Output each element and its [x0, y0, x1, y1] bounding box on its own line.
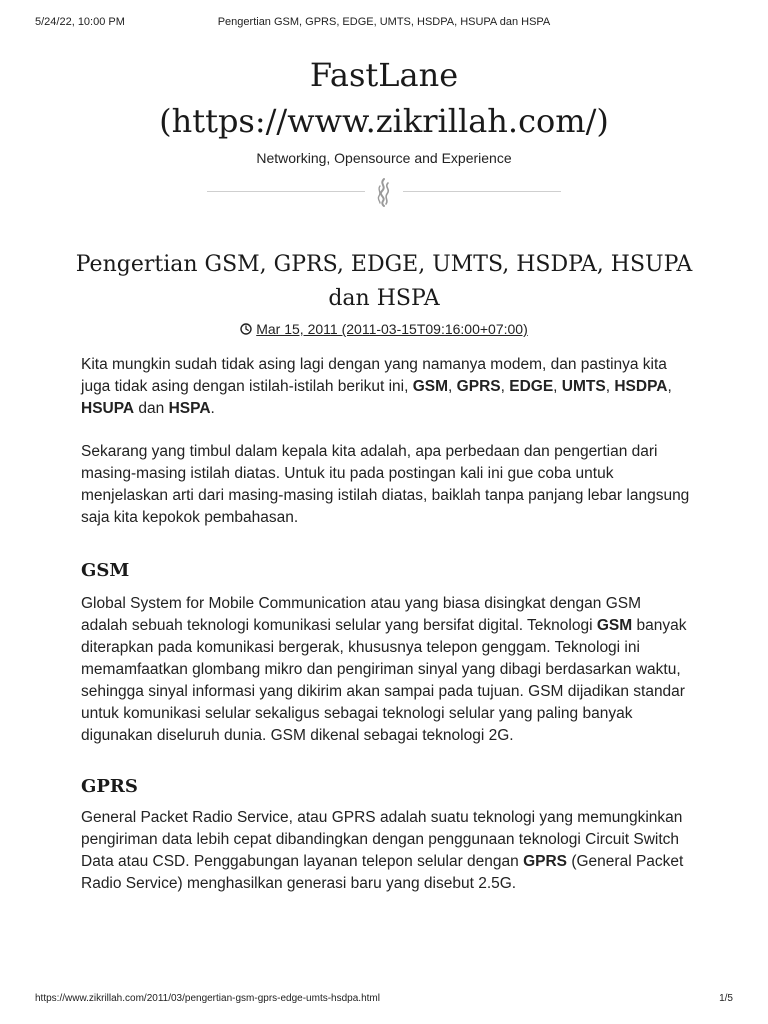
post-title: Pengertian GSM, GPRS, EDGE, UMTS, HSDPA, HSUPA dan HSPA — [75, 252, 693, 311]
term-umts: UMTS — [561, 378, 606, 395]
intro-separator: , — [500, 378, 510, 395]
print-header — [35, 16, 733, 30]
post-content — [81, 354, 691, 916]
gsm-text: banyak diterapkan pada komunikasi bergerak, khususnya telepon genggam. Teknologi ini memamfaatkan glombang mikro dan pengiriman sinyal yang dibagi berdasarkan waktu, sehingga sinyal informasi yang dikirim akan sampai pada tujuan. GSM dijadikan standar untuk komunikasi selular sekaligus sebagai teknologi selular yang paling banyak digunakan diseluruh dunia. GSM dikenal sebagai teknologi 2G. — [81, 617, 687, 744]
site-title[interactable] — [0, 52, 768, 144]
second-paragraph: Sekarang yang timbul dalam kepala kita adalah, apa perbedaan dan pengertian dari masing-masing istilah diatas. Untuk itu pada postingan kali ini gue coba untuk menjelaskan arti dari masing-masing istilah diatas, baiklah tanpa panjang lebar langsung saja kita kepokok pembahasan. — [81, 443, 690, 526]
intro-separator: , — [553, 378, 562, 395]
post-meta — [0, 321, 768, 337]
post-date-link[interactable]: Mar 15, 2011 (2011-03-15T09:16:00+07:00) — [256, 321, 528, 337]
intro-conjunction: dan — [134, 400, 169, 417]
print-page-number: 1/5 — [719, 993, 733, 1004]
print-footer — [35, 993, 733, 1007]
site-header — [0, 52, 768, 166]
intro-end: . — [210, 400, 215, 417]
gsm-text: Global System for Mobile Communication atau yang biasa disingkat dengan GSM adalah sebuah teknologi komunikasi selular yang bersifat digital. Teknologi — [81, 595, 642, 634]
term-hsupa: HSUPA — [81, 400, 135, 417]
intro-separator: , — [448, 378, 457, 395]
divider-line-left — [207, 191, 365, 192]
intro-separator: , — [605, 378, 615, 395]
header-divider — [207, 177, 561, 207]
gprs-text: (General Packet Radio Service) menghasilkan generasi baru yang disebut 2.5G. — [81, 853, 684, 892]
gsm-bold-term: GSM — [596, 617, 633, 634]
gprs-text: General Packet Radio Service, atau GPRS adalah suatu teknologi yang memungkinkan pengiriman data lebih cepat dibandingkan dengan penggunaan teknologi Circuit Switch Data atau CSD. Penggabungan layanan telepon selular dengan — [81, 809, 683, 870]
divider-line-right — [403, 191, 561, 192]
gprs-paragraph — [81, 807, 691, 895]
site-title-line2: (https://www.zikrillah.com/) — [159, 102, 609, 140]
term-hsdpa: HSDPA — [614, 378, 668, 395]
intro-text: Kita mungkin sudah tidak asing lagi dengan yang namanya modem, dan pastinya kita juga tidak asing dengan istilah-istilah berikut ini, — [81, 356, 667, 395]
intro-paragraph — [81, 354, 691, 420]
print-page-title: Pengertian GSM, GPRS, EDGE, UMTS, HSDPA, HSUPA dan HSPA — [217, 16, 551, 28]
gsm-heading: GSM — [81, 560, 130, 581]
term-hspa: HSPA — [168, 400, 211, 417]
clock-icon — [240, 323, 252, 335]
gprs-bold-term: GPRS — [523, 853, 568, 870]
site-title-line1: FastLane — [309, 56, 459, 94]
print-date: 5/24/22, 10:00 PM — [35, 16, 125, 28]
term-gsm: GSM — [412, 378, 449, 395]
gprs-heading: GPRS — [81, 776, 138, 797]
flame-ornament-icon — [372, 177, 396, 207]
term-gprs: GPRS — [456, 378, 501, 395]
site-tagline: Networking, Opensource and Experience — [256, 150, 512, 166]
intro-separator: , — [667, 378, 672, 395]
gsm-paragraph — [81, 593, 691, 747]
term-edge: EDGE — [509, 378, 554, 395]
print-url: https://www.zikrillah.com/2011/03/pengertian-gsm-gprs-edge-umts-hsdpa.html — [35, 993, 380, 1004]
